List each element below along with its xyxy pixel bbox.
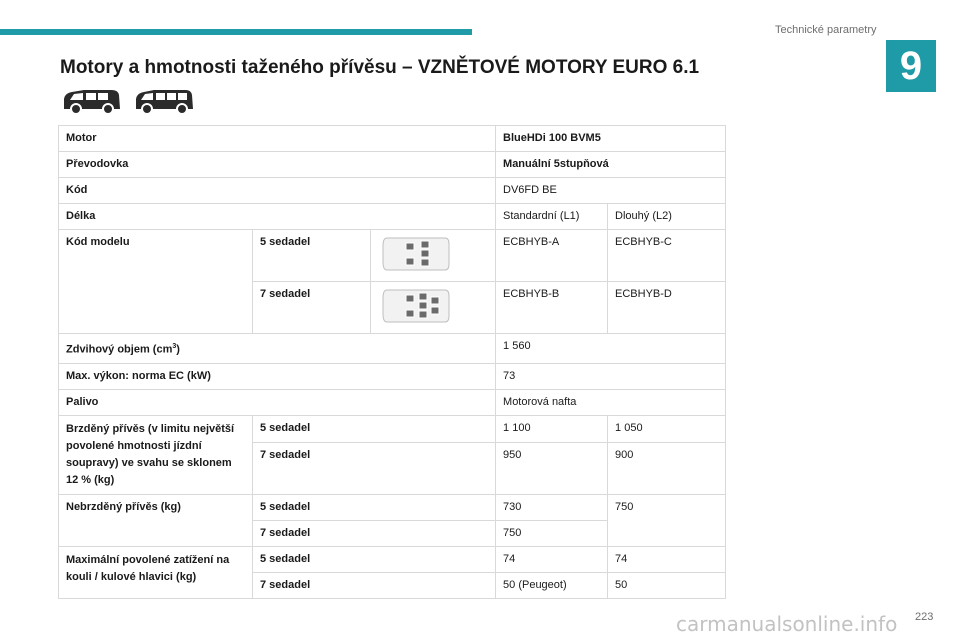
van-long-icon — [134, 87, 194, 115]
model-7-l2: ECBHYB-D — [608, 282, 726, 334]
unbraked-5-l1: 730 — [496, 494, 608, 520]
displacement-label — [59, 334, 496, 364]
table-row — [59, 230, 726, 282]
ball-label: Maximální povolené zatížení na kouli / kulové hlavici (kg) — [59, 546, 253, 598]
braked-7-l2: 900 — [608, 443, 726, 494]
braked-5-l1: 1 100 — [496, 415, 608, 443]
gearbox-value: Manuální 5stupňová — [496, 152, 726, 178]
code-label: Kód — [59, 178, 496, 204]
model-code-label: Kód modelu — [59, 230, 253, 334]
table-row — [59, 546, 726, 572]
table-row — [59, 334, 726, 364]
ball-7-l2: 50 — [608, 572, 726, 598]
length-l2: Dlouhý (L2) — [608, 204, 726, 230]
displacement-close: ) — [176, 343, 180, 356]
fuel-label: Palivo — [59, 389, 496, 415]
engine-specs-table — [58, 125, 726, 599]
braked-label: Brzděný přívěs (v limitu největší povolené hmotnosti jízdní soupravy) ve svahu se sklonem 12 % (kg) — [59, 415, 253, 494]
seats5-label: 5 sedadel — [253, 230, 371, 282]
chapter-number-badge: 9 — [886, 40, 936, 92]
table-row — [59, 126, 726, 152]
vehicle-icons — [62, 87, 194, 115]
header-accent-bar — [0, 29, 472, 35]
seat-layout-7 — [371, 282, 496, 334]
code-value: DV6FD BE — [496, 178, 726, 204]
length-label: Délka — [59, 204, 496, 230]
unbraked-7-l1: 750 — [496, 520, 608, 546]
table-row — [59, 363, 726, 389]
power-label: Max. výkon: norma EC (kW) — [59, 363, 496, 389]
table-row — [59, 415, 726, 443]
page-title: Motory a hmotnosti taženého přívěsu – VZNĚTOVÉ MOTORY EURO 6.1 — [60, 57, 700, 78]
van-short-icon — [62, 87, 122, 115]
ball-5-l1: 74 — [496, 546, 608, 572]
displacement-value: 1 560 — [496, 334, 726, 364]
table-row — [59, 494, 726, 520]
braked-seats7: 7 sedadel — [253, 443, 496, 494]
table-row — [59, 204, 726, 230]
ball-5-l2: 74 — [608, 546, 726, 572]
ball-seats5: 5 sedadel — [253, 546, 496, 572]
unbraked-seats5: 5 sedadel — [253, 494, 496, 520]
section-name: Technické parametry — [775, 24, 877, 36]
unbraked-l2: 750 — [608, 494, 726, 546]
model-5-l1: ECBHYB-A — [496, 230, 608, 282]
seats7-label: 7 sedadel — [253, 282, 371, 334]
unbraked-seats7: 7 sedadel — [253, 520, 496, 546]
model-5-l2: ECBHYB-C — [608, 230, 726, 282]
seat-layout-5-icon — [381, 234, 451, 274]
braked-7-l1: 950 — [496, 443, 608, 494]
watermark: carmanualsonline.info — [676, 612, 898, 636]
unbraked-label: Nebrzděný přívěs (kg) — [59, 494, 253, 546]
seat-layout-5 — [371, 230, 496, 282]
braked-seats5: 5 sedadel — [253, 415, 496, 443]
model-7-l1: ECBHYB-B — [496, 282, 608, 334]
displacement-sup: 3 — [172, 343, 177, 350]
displacement-label-text: Zdvihový objem (cm — [66, 343, 173, 356]
motor-label: Motor — [59, 126, 496, 152]
ball-7-l1: 50 (Peugeot) — [496, 572, 608, 598]
length-l1: Standardní (L1) — [496, 204, 608, 230]
table-row — [59, 152, 726, 178]
gearbox-label: Převodovka — [59, 152, 496, 178]
table-row — [59, 389, 726, 415]
table-row — [59, 178, 726, 204]
motor-value: BlueHDi 100 BVM5 — [496, 126, 726, 152]
power-value: 73 — [496, 363, 726, 389]
braked-5-l2: 1 050 — [608, 415, 726, 443]
seat-layout-7-icon — [381, 286, 451, 326]
fuel-value: Motorová nafta — [496, 389, 726, 415]
ball-seats7: 7 sedadel — [253, 572, 496, 598]
page-number: 223 — [915, 611, 934, 623]
